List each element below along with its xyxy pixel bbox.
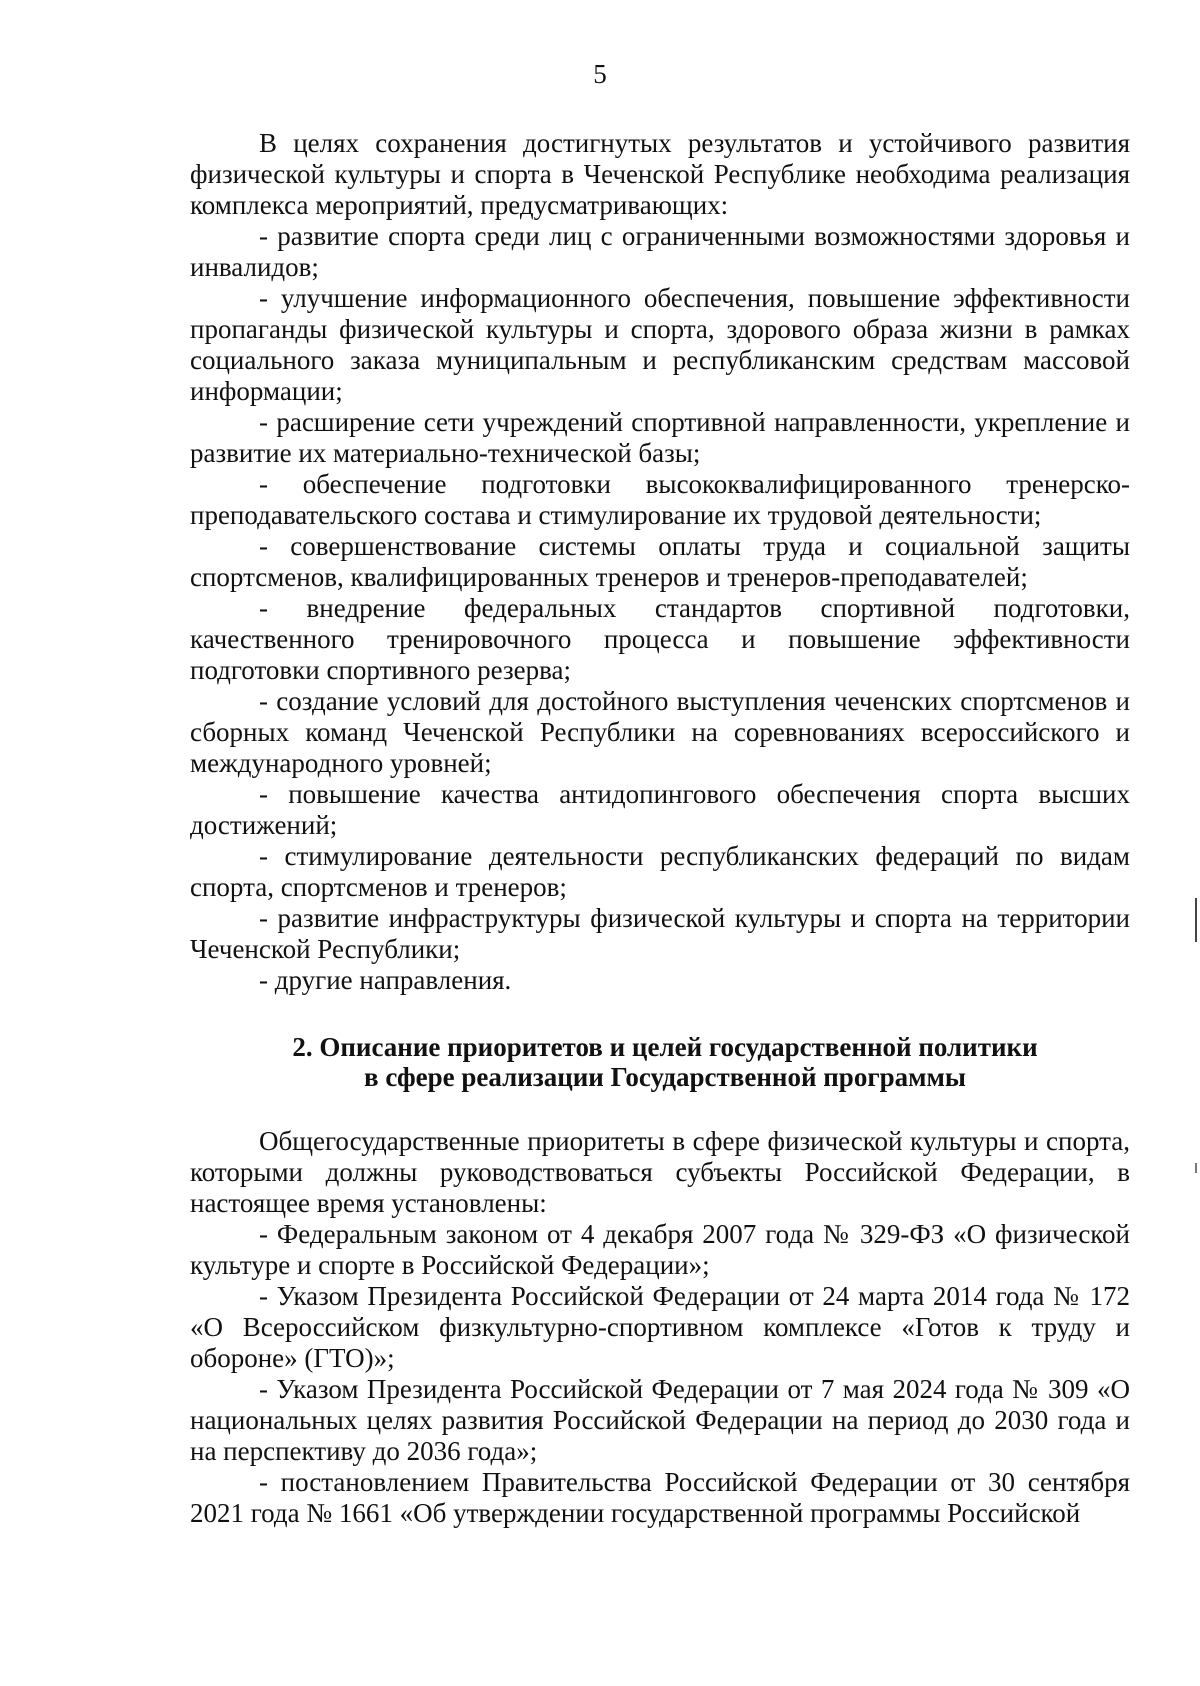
list-item: - создание условий для достойного выступления чеченских спортсменов и сборных команд Чеченской Республики на соревнованиях всероссийского и международного уровней; (190, 686, 1130, 778)
section2-heading (190, 1032, 1130, 1092)
list-item: - улучшение информационного обеспечения, повышение эффективности пропаганды физической культуры и спорта, здорового образа жизни в рамках социального заказа муниципальным и республиканским средствам массовой информации; (190, 283, 1130, 406)
list-item: - Федеральным законом от 4 декабря 2007 года № 329-ФЗ «О физической культуре и спорте в Российской Федерации»; (190, 1219, 1130, 1280)
list-item: - повышение качества антидопингового обеспечения спорта высших достижений; (190, 779, 1130, 840)
section2-heading-line2: в сфере реализации Государственной программы (364, 1062, 966, 1092)
list-item: - совершенствование системы оплаты труда и социальной защиты спортсменов, квалифицированных тренеров и тренеров-преподавателей; (190, 531, 1130, 592)
scan-margin-mark-small (1195, 1163, 1197, 1173)
list-item: - развитие спорта среди лиц с ограниченными возможностями здоровья и инвалидов; (190, 221, 1130, 282)
list-item: - расширение сети учреждений спортивной направленности, укрепление и развитие их материально-технической базы; (190, 407, 1130, 468)
list-item: - Указом Президента Российской Федерации от 7 мая 2024 года № 309 «О национальных целях развития Российской Федерации на период до 2030 года и на перспективу до 2036 года»; (190, 1374, 1130, 1466)
list-item: - обеспечение подготовки высококвалифицированного тренерско-преподавательского состава и стимулирование их трудовой деятельности; (190, 469, 1130, 530)
section2-heading-line1: 2. Описание приоритетов и целей государственной политики (292, 1032, 1038, 1062)
list-item: - другие направления. (259, 965, 512, 995)
list-item: - развитие инфраструктуры физической культуры и спорта на территории Чеченской Республики; (190, 903, 1130, 964)
list-item: - постановлением Правительства Российской Федерации от 30 сентября 2021 года № 1661 «Об утверждении государственной программы Российской (190, 1467, 1130, 1528)
page-number: 5 (593, 59, 607, 89)
list-item: - Указом Президента Российской Федерации от 24 марта 2014 года № 172 «О Всероссийском физкультурно-спортивном комплексе «Готов к труду и обороне» (ГТО)»; (190, 1281, 1130, 1373)
document-body (190, 128, 1130, 1529)
list-item: - стимулирование деятельности республиканских федераций по видам спорта, спортсменов и тренеров; (190, 841, 1130, 902)
section1-intro: В целях сохранения достигнутых результатов и устойчивого развития физической культуры и спорта в Чеченской Республике необходима реализация комплекса мероприятий, предусматривающих: (190, 128, 1130, 220)
list-item: - внедрение федеральных стандартов спортивной подготовки, качественного тренировочного процесса и повышение эффективности подготовки спортивного резерва; (190, 593, 1130, 685)
section2-intro: Общегосударственные приоритеты в сфере физической культуры и спорта, которыми должны руководствоваться субъекты Российской Федерации, в настоящее время установлены: (190, 1126, 1130, 1218)
scan-margin-mark (1195, 898, 1197, 942)
